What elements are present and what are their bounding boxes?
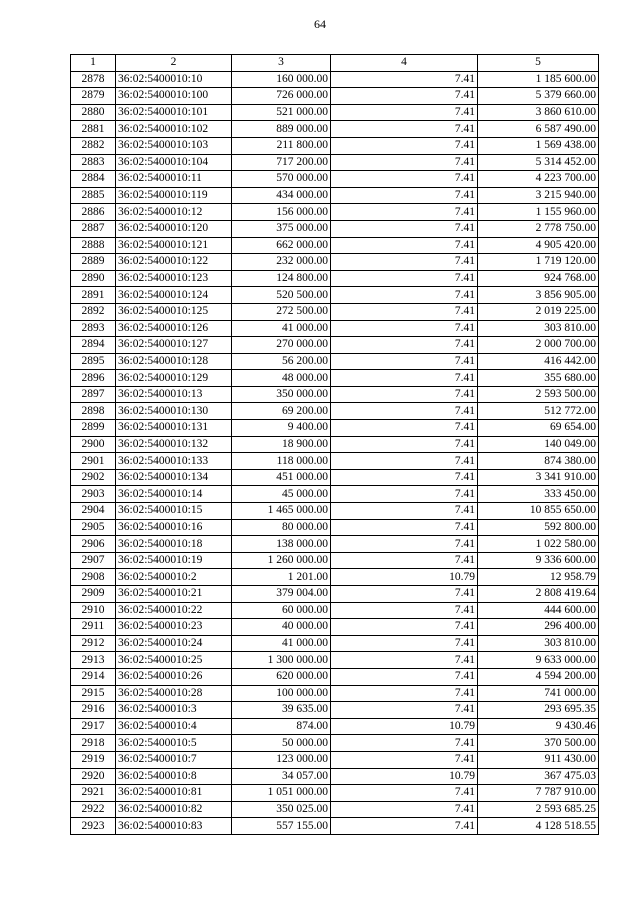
table-row [71, 586, 599, 603]
rate-cell: 10.79 [331, 569, 478, 586]
cadastral-number-cell: 36:02:5400010:18 [116, 536, 232, 553]
row-number-cell: 2896 [71, 370, 116, 387]
amount-cell: 416 442.00 [478, 353, 599, 370]
rate-cell: 7.41 [331, 685, 478, 702]
amount-cell: 9 633 000.00 [478, 652, 599, 669]
value-cell: 717 200.00 [232, 154, 331, 171]
table-row [71, 469, 599, 486]
cadastral-number-cell: 36:02:5400010:7 [116, 751, 232, 768]
rate-cell: 7.41 [331, 635, 478, 652]
amount-cell: 2 019 225.00 [478, 303, 599, 320]
value-cell: 211 800.00 [232, 137, 331, 154]
value-cell: 1 300 000.00 [232, 652, 331, 669]
table-row [71, 254, 599, 271]
row-number-cell: 2882 [71, 137, 116, 154]
value-cell: 56 200.00 [232, 353, 331, 370]
amount-cell: 4 594 200.00 [478, 668, 599, 685]
row-number-cell: 2901 [71, 453, 116, 470]
rate-cell: 7.41 [331, 171, 478, 188]
cadastral-number-cell: 36:02:5400010:134 [116, 469, 232, 486]
table-row [71, 619, 599, 636]
rate-cell: 7.41 [331, 801, 478, 818]
table-row [71, 735, 599, 752]
cadastral-number-cell: 36:02:5400010:101 [116, 104, 232, 121]
cadastral-number-cell: 36:02:5400010:4 [116, 718, 232, 735]
rate-cell: 7.41 [331, 668, 478, 685]
rate-cell: 7.41 [331, 71, 478, 88]
row-number-cell: 2918 [71, 735, 116, 752]
amount-cell: 7 787 910.00 [478, 785, 599, 802]
value-cell: 570 000.00 [232, 171, 331, 188]
value-cell: 270 000.00 [232, 337, 331, 354]
value-cell: 60 000.00 [232, 602, 331, 619]
value-cell: 123 000.00 [232, 751, 331, 768]
table-row [71, 685, 599, 702]
cadastral-number-cell: 36:02:5400010:132 [116, 436, 232, 453]
rate-cell: 7.41 [331, 552, 478, 569]
value-cell: 41 000.00 [232, 320, 331, 337]
row-number-cell: 2917 [71, 718, 116, 735]
table-row [71, 220, 599, 237]
value-cell: 272 500.00 [232, 303, 331, 320]
table-row [71, 668, 599, 685]
rate-cell: 7.41 [331, 137, 478, 154]
rate-cell: 7.41 [331, 503, 478, 520]
amount-cell: 444 600.00 [478, 602, 599, 619]
cadastral-number-cell: 36:02:5400010:121 [116, 237, 232, 254]
table-row [71, 187, 599, 204]
value-cell: 1 201.00 [232, 569, 331, 586]
value-cell: 118 000.00 [232, 453, 331, 470]
table-row [71, 751, 599, 768]
amount-cell: 1 022 580.00 [478, 536, 599, 553]
row-number-cell: 2923 [71, 818, 116, 835]
row-number-cell: 2907 [71, 552, 116, 569]
amount-cell: 303 810.00 [478, 635, 599, 652]
amount-cell: 140 049.00 [478, 436, 599, 453]
rate-cell: 7.41 [331, 785, 478, 802]
amount-cell: 5 379 660.00 [478, 88, 599, 105]
table-row [71, 353, 599, 370]
cadastral-number-cell: 36:02:5400010:11 [116, 171, 232, 188]
amount-cell: 2 808 419.64 [478, 586, 599, 603]
cadastral-number-cell: 36:02:5400010:23 [116, 619, 232, 636]
value-cell: 156 000.00 [232, 204, 331, 221]
page-number: 64 [314, 17, 326, 31]
amount-cell: 4 223 700.00 [478, 171, 599, 188]
row-number-cell: 2899 [71, 420, 116, 437]
table-row [71, 237, 599, 254]
table-row [71, 337, 599, 354]
rate-cell: 7.41 [331, 469, 478, 486]
row-number-cell: 2880 [71, 104, 116, 121]
table-row [71, 403, 599, 420]
amount-cell: 6 587 490.00 [478, 121, 599, 138]
cadastral-number-cell: 36:02:5400010:122 [116, 254, 232, 271]
table-row [71, 171, 599, 188]
table-row [71, 386, 599, 403]
value-cell: 45 000.00 [232, 486, 331, 503]
table-row [71, 204, 599, 221]
table-row [71, 287, 599, 304]
table-row [71, 453, 599, 470]
row-number-cell: 2909 [71, 586, 116, 603]
column-header-3: 3 [232, 55, 331, 72]
value-cell: 40 000.00 [232, 619, 331, 636]
value-cell: 1 465 000.00 [232, 503, 331, 520]
table-row [71, 519, 599, 536]
column-header-4: 4 [331, 55, 478, 72]
value-cell: 375 000.00 [232, 220, 331, 237]
amount-cell: 3 860 610.00 [478, 104, 599, 121]
column-header-5: 5 [478, 55, 599, 72]
value-cell: 620 000.00 [232, 668, 331, 685]
cadastral-number-cell: 36:02:5400010:5 [116, 735, 232, 752]
value-cell: 160 000.00 [232, 71, 331, 88]
amount-cell: 1 155 960.00 [478, 204, 599, 221]
cadastral-number-cell: 36:02:5400010:120 [116, 220, 232, 237]
rate-cell: 7.41 [331, 204, 478, 221]
cadastral-number-cell: 36:02:5400010:102 [116, 121, 232, 138]
rate-cell: 10.79 [331, 718, 478, 735]
row-number-cell: 2898 [71, 403, 116, 420]
row-number-cell: 2900 [71, 436, 116, 453]
cadastral-number-cell: 36:02:5400010:19 [116, 552, 232, 569]
amount-cell: 592 800.00 [478, 519, 599, 536]
row-number-cell: 2895 [71, 353, 116, 370]
rate-cell: 10.79 [331, 768, 478, 785]
amount-cell: 2 593 500.00 [478, 386, 599, 403]
table-row [71, 503, 599, 520]
row-number-cell: 2897 [71, 386, 116, 403]
cadastral-number-cell: 36:02:5400010:129 [116, 370, 232, 387]
table-row [71, 71, 599, 88]
amount-cell: 4 905 420.00 [478, 237, 599, 254]
amount-cell: 512 772.00 [478, 403, 599, 420]
rate-cell: 7.41 [331, 619, 478, 636]
amount-cell: 3 215 940.00 [478, 187, 599, 204]
cadastral-number-cell: 36:02:5400010:16 [116, 519, 232, 536]
row-number-cell: 2904 [71, 503, 116, 520]
rate-cell: 7.41 [331, 88, 478, 105]
row-number-cell: 2911 [71, 619, 116, 636]
row-number-cell: 2906 [71, 536, 116, 553]
rate-cell: 7.41 [331, 270, 478, 287]
value-cell: 18 900.00 [232, 436, 331, 453]
rate-cell: 7.41 [331, 386, 478, 403]
rate-cell: 7.41 [331, 353, 478, 370]
amount-cell: 3 341 910.00 [478, 469, 599, 486]
amount-cell: 293 695.35 [478, 702, 599, 719]
value-cell: 69 200.00 [232, 403, 331, 420]
amount-cell: 333 450.00 [478, 486, 599, 503]
row-number-cell: 2891 [71, 287, 116, 304]
table-row [71, 569, 599, 586]
amount-cell: 5 314 452.00 [478, 154, 599, 171]
value-cell: 521 000.00 [232, 104, 331, 121]
row-number-cell: 2887 [71, 220, 116, 237]
value-cell: 451 000.00 [232, 469, 331, 486]
rate-cell: 7.41 [331, 702, 478, 719]
row-number-cell: 2886 [71, 204, 116, 221]
amount-cell: 924 768.00 [478, 270, 599, 287]
rate-cell: 7.41 [331, 254, 478, 271]
cadastral-number-cell: 36:02:5400010:13 [116, 386, 232, 403]
row-number-cell: 2884 [71, 171, 116, 188]
row-number-cell: 2912 [71, 635, 116, 652]
amount-cell: 3 856 905.00 [478, 287, 599, 304]
value-cell: 557 155.00 [232, 818, 331, 835]
value-cell: 100 000.00 [232, 685, 331, 702]
amount-cell: 1 569 438.00 [478, 137, 599, 154]
row-number-cell: 2889 [71, 254, 116, 271]
table-row [71, 768, 599, 785]
table-row [71, 104, 599, 121]
rate-cell: 7.41 [331, 586, 478, 603]
amount-cell: 741 000.00 [478, 685, 599, 702]
rate-cell: 7.41 [331, 751, 478, 768]
amount-cell: 303 810.00 [478, 320, 599, 337]
table-row [71, 436, 599, 453]
header-row [71, 55, 599, 72]
row-number-cell: 2916 [71, 702, 116, 719]
rate-cell: 7.41 [331, 420, 478, 437]
cadastral-number-cell: 36:02:5400010:2 [116, 569, 232, 586]
cadastral-number-cell: 36:02:5400010:126 [116, 320, 232, 337]
table-row [71, 420, 599, 437]
amount-cell: 874 380.00 [478, 453, 599, 470]
row-number-cell: 2910 [71, 602, 116, 619]
cadastral-number-cell: 36:02:5400010:81 [116, 785, 232, 802]
cadastral-number-cell: 36:02:5400010:3 [116, 702, 232, 719]
cadastral-number-cell: 36:02:5400010:100 [116, 88, 232, 105]
rate-cell: 7.41 [331, 237, 478, 254]
value-cell: 80 000.00 [232, 519, 331, 536]
table-row [71, 88, 599, 105]
table-row [71, 552, 599, 569]
table-row [71, 652, 599, 669]
cadastral-number-cell: 36:02:5400010:15 [116, 503, 232, 520]
row-number-cell: 2893 [71, 320, 116, 337]
value-cell: 48 000.00 [232, 370, 331, 387]
rate-cell: 7.41 [331, 403, 478, 420]
cadastral-number-cell: 36:02:5400010:14 [116, 486, 232, 503]
rate-cell: 7.41 [331, 337, 478, 354]
value-cell: 874.00 [232, 718, 331, 735]
table-row [71, 137, 599, 154]
data-table [70, 54, 599, 835]
value-cell: 41 000.00 [232, 635, 331, 652]
amount-cell: 9 336 600.00 [478, 552, 599, 569]
rate-cell: 7.41 [331, 121, 478, 138]
cadastral-number-cell: 36:02:5400010:28 [116, 685, 232, 702]
row-number-cell: 2883 [71, 154, 116, 171]
amount-cell: 911 430.00 [478, 751, 599, 768]
row-number-cell: 2919 [71, 751, 116, 768]
cadastral-number-cell: 36:02:5400010:82 [116, 801, 232, 818]
value-cell: 662 000.00 [232, 237, 331, 254]
amount-cell: 12 958.79 [478, 569, 599, 586]
table-row [71, 486, 599, 503]
row-number-cell: 2894 [71, 337, 116, 354]
amount-cell: 370 500.00 [478, 735, 599, 752]
value-cell: 889 000.00 [232, 121, 331, 138]
table-row [71, 602, 599, 619]
cadastral-number-cell: 36:02:5400010:104 [116, 154, 232, 171]
value-cell: 379 004.00 [232, 586, 331, 603]
rate-cell: 7.41 [331, 303, 478, 320]
table-row [71, 370, 599, 387]
cadastral-number-cell: 36:02:5400010:24 [116, 635, 232, 652]
column-header-2: 2 [116, 55, 232, 72]
amount-cell: 355 680.00 [478, 370, 599, 387]
cadastral-number-cell: 36:02:5400010:133 [116, 453, 232, 470]
table-row [71, 635, 599, 652]
amount-cell: 2 778 750.00 [478, 220, 599, 237]
row-number-cell: 2878 [71, 71, 116, 88]
rate-cell: 7.41 [331, 220, 478, 237]
amount-cell: 9 430.46 [478, 718, 599, 735]
value-cell: 1 051 000.00 [232, 785, 331, 802]
amount-cell: 296 400.00 [478, 619, 599, 636]
row-number-cell: 2922 [71, 801, 116, 818]
table-row [71, 270, 599, 287]
row-number-cell: 2915 [71, 685, 116, 702]
rate-cell: 7.41 [331, 602, 478, 619]
rate-cell: 7.41 [331, 104, 478, 121]
rate-cell: 7.41 [331, 154, 478, 171]
value-cell: 9 400.00 [232, 420, 331, 437]
cadastral-number-cell: 36:02:5400010:25 [116, 652, 232, 669]
cadastral-number-cell: 36:02:5400010:130 [116, 403, 232, 420]
rate-cell: 7.41 [331, 287, 478, 304]
row-number-cell: 2920 [71, 768, 116, 785]
amount-cell: 2 593 685.25 [478, 801, 599, 818]
row-number-cell: 2914 [71, 668, 116, 685]
row-number-cell: 2888 [71, 237, 116, 254]
rate-cell: 7.41 [331, 436, 478, 453]
cadastral-number-cell: 36:02:5400010:128 [116, 353, 232, 370]
table-row [71, 303, 599, 320]
row-number-cell: 2913 [71, 652, 116, 669]
cadastral-number-cell: 36:02:5400010:26 [116, 668, 232, 685]
amount-cell: 367 475.03 [478, 768, 599, 785]
rate-cell: 7.41 [331, 486, 478, 503]
cadastral-number-cell: 36:02:5400010:103 [116, 137, 232, 154]
row-number-cell: 2905 [71, 519, 116, 536]
table-row [71, 121, 599, 138]
table-row [71, 702, 599, 719]
cadastral-number-cell: 36:02:5400010:131 [116, 420, 232, 437]
cadastral-number-cell: 36:02:5400010:21 [116, 586, 232, 603]
table-row [71, 320, 599, 337]
value-cell: 434 000.00 [232, 187, 331, 204]
rate-cell: 7.41 [331, 519, 478, 536]
rate-cell: 7.41 [331, 536, 478, 553]
amount-cell: 1 185 600.00 [478, 71, 599, 88]
row-number-cell: 2902 [71, 469, 116, 486]
cadastral-number-cell: 36:02:5400010:83 [116, 818, 232, 835]
row-number-cell: 2903 [71, 486, 116, 503]
value-cell: 1 260 000.00 [232, 552, 331, 569]
value-cell: 232 000.00 [232, 254, 331, 271]
table-row [71, 718, 599, 735]
amount-cell: 1 719 120.00 [478, 254, 599, 271]
column-header-1: 1 [71, 55, 116, 72]
cadastral-number-cell: 36:02:5400010:124 [116, 287, 232, 304]
amount-cell: 2 000 700.00 [478, 337, 599, 354]
value-cell: 520 500.00 [232, 287, 331, 304]
row-number-cell: 2921 [71, 785, 116, 802]
cadastral-number-cell: 36:02:5400010:123 [116, 270, 232, 287]
cadastral-number-cell: 36:02:5400010:119 [116, 187, 232, 204]
row-number-cell: 2885 [71, 187, 116, 204]
table-row [71, 818, 599, 835]
rate-cell: 7.41 [331, 818, 478, 835]
table-row [71, 785, 599, 802]
amount-cell: 4 128 518.55 [478, 818, 599, 835]
row-number-cell: 2879 [71, 88, 116, 105]
value-cell: 124 800.00 [232, 270, 331, 287]
value-cell: 39 635.00 [232, 702, 331, 719]
row-number-cell: 2881 [71, 121, 116, 138]
row-number-cell: 2908 [71, 569, 116, 586]
cadastral-number-cell: 36:02:5400010:22 [116, 602, 232, 619]
table-row [71, 801, 599, 818]
table-row [71, 154, 599, 171]
row-number-cell: 2890 [71, 270, 116, 287]
cadastral-number-cell: 36:02:5400010:10 [116, 71, 232, 88]
value-cell: 350 000.00 [232, 386, 331, 403]
cadastral-number-cell: 36:02:5400010:127 [116, 337, 232, 354]
amount-cell: 10 855 650.00 [478, 503, 599, 520]
value-cell: 350 025.00 [232, 801, 331, 818]
cadastral-number-cell: 36:02:5400010:12 [116, 204, 232, 221]
amount-cell: 69 654.00 [478, 420, 599, 437]
rate-cell: 7.41 [331, 735, 478, 752]
rate-cell: 7.41 [331, 652, 478, 669]
value-cell: 34 057.00 [232, 768, 331, 785]
rate-cell: 7.41 [331, 370, 478, 387]
rate-cell: 7.41 [331, 453, 478, 470]
cadastral-number-cell: 36:02:5400010:125 [116, 303, 232, 320]
table-row [71, 536, 599, 553]
table-body [71, 71, 599, 834]
value-cell: 726 000.00 [232, 88, 331, 105]
rate-cell: 7.41 [331, 187, 478, 204]
cadastral-number-cell: 36:02:5400010:8 [116, 768, 232, 785]
value-cell: 50 000.00 [232, 735, 331, 752]
value-cell: 138 000.00 [232, 536, 331, 553]
rate-cell: 7.41 [331, 320, 478, 337]
row-number-cell: 2892 [71, 303, 116, 320]
